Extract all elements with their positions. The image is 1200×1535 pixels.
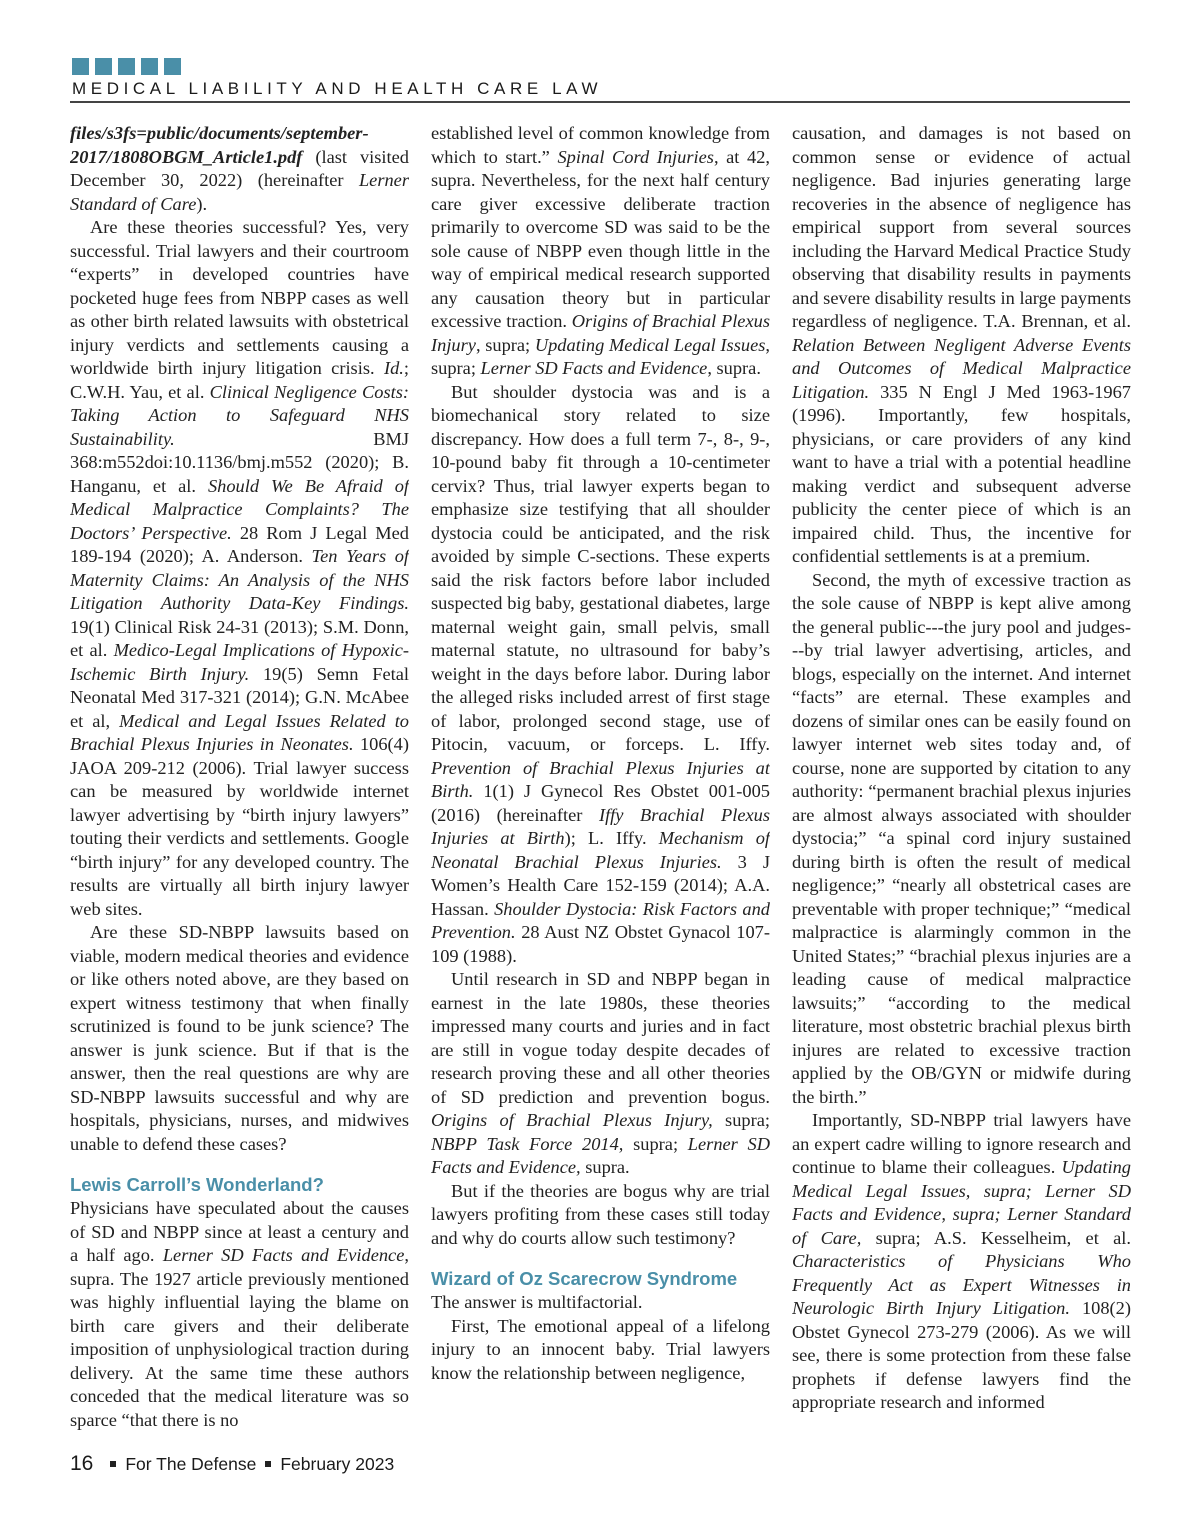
- text-run: supra; A.S. Kesselheim, et al.: [861, 1227, 1131, 1248]
- text-run: ; C.W.H. Yau, et al.: [70, 358, 409, 402]
- citation-title: Lerner Standard of Care: [70, 170, 409, 214]
- paragraph: [70, 122, 409, 216]
- text-run: , supra.: [707, 358, 761, 378]
- publication-name: For The Defense: [125, 1453, 257, 1474]
- header-accent-squares: [72, 58, 181, 75]
- issue-date: February 2023: [280, 1453, 395, 1474]
- citation-url: files/s3fs=public/documents/september-2017/1808OBGM_Article1.pdf: [70, 123, 369, 167]
- citation-title: Medico-Legal Implications of Hypoxic-Ischemic Birth Injury.: [70, 640, 409, 684]
- accent-square: [95, 58, 112, 75]
- header-divider: [70, 101, 1130, 103]
- paragraph: The answer is multifactorial.: [431, 1292, 643, 1312]
- text-run: established level of common knowledge from which to start.”: [431, 123, 770, 167]
- text-run: 3 J Women’s Health Care 152-159 (2014); A.A. Hassan.: [431, 851, 770, 919]
- text-run: 19(5) Semn Fetal Neonatal Med 317-321 (2014); G.N. McAbee et al,: [70, 663, 409, 731]
- citation-title: Id.: [383, 358, 404, 378]
- citation-title: Ten Years of Maternity Claims: An Analysis of the NHS Litigation Authority Data-Key Findings.: [70, 546, 409, 613]
- citation-title: Lerner SD Facts and Evidence,: [431, 1133, 770, 1177]
- paragraph: Second, the myth of excessive traction as the sole cause of NBPP is kept alive among the general public---the jury pool and judges---by trial lawyer advertising, articles, and blogs, especially on the internet. And internet “facts” are eternal. These examples and dozens of similar ones can be easily found on lawyer internet web sites today and, of course, none are supported by citation to any authority: “permanent brachial plexus injuries are almost always associated with shoulder dystocia;” “a spinal cord injury sustained during birth is often the result of medical negligence;” “nearly all obstetrical cases are preventable with proper technique;” “medical malpractice is alarmingly common in the United States;” “brachial plexus injuries are a leading cause of medical malpractice lawsuits;” “according to the medical literature, most obstetric brachial plexus birth injures are related to excessive traction applied by the OB/GYN or midwife during the birth.”: [792, 569, 1131, 1107]
- citation-title: Characteristics of Physicians Who Frequently Act as Expert Witnesses in Neurologic Birth Injury Litigation.: [792, 1251, 1131, 1318]
- article-column-2: [431, 122, 770, 1430]
- article-column-3: [792, 122, 1131, 1430]
- text-run: , supra;: [431, 334, 770, 378]
- accent-square: [72, 58, 89, 75]
- citation-title: NBPP Task Force 2014,: [431, 1133, 624, 1154]
- citation-title: Origins of Brachial Plexus Injury: [431, 311, 770, 355]
- citation-title: Lerner SD Facts and Evidence: [162, 1245, 405, 1265]
- text-run: supra;: [712, 1110, 770, 1130]
- citation-title: Relation Between Negligent Adverse Events and Outcomes of Medical Malpractice Litigation.: [792, 334, 1131, 402]
- text-run: 108(2) Obstet Gynecol 273-279 (2006). As we will see, there is some protection from these false prophets if defense lawyers find the appropriate research and informed: [792, 1298, 1131, 1412]
- section-heading: Lewis Carroll’s Wonderland?: [70, 1174, 324, 1195]
- citation-title: Clinical Negligence Costs: Taking Action to Safeguard NHS Sustainability.: [70, 381, 409, 449]
- text-run: ); L. Iffy.: [564, 828, 659, 848]
- paragraph: First, The emotional appeal of a lifelong injury to an innocent baby. Trial lawyers know the relationship between negligence,: [431, 1315, 770, 1383]
- accent-square: [141, 58, 158, 75]
- paragraph: [70, 216, 409, 921]
- text-run: 19(1) Clinical Risk 24-31 (2013); S.M. Donn, et al.: [70, 616, 409, 660]
- text-run: 335 N Engl J Med 1963-1967 (1996). Importantly, few hospitals, physicians, or care providers of any kind want to have a trial with a potential headline making verdict and subsequent adverse publicity the center piece of which is an impaired child. Thus, the incentive for confidential settlements is at a premium.: [792, 381, 1131, 566]
- citation-title: Updating Medical Legal Issues: [534, 334, 766, 355]
- citation-title: Spinal Cord Injuries: [557, 146, 714, 167]
- citation-title: Iffy Brachial Plexus Injuries at Birth: [431, 804, 770, 848]
- citation-title: Prevention of Brachial Plexus Injuries at Birth.: [431, 757, 770, 801]
- text-run: 1(1) J Gynecol Res Obstet 001-005 (2016) (hereinafter: [431, 781, 770, 825]
- paragraph: [792, 122, 1131, 569]
- accent-square: [164, 58, 181, 75]
- citation-title: Lerner SD Facts and Evidence: [480, 358, 708, 378]
- section-heading: Wizard of Oz Scarecrow Syndrome: [431, 1268, 738, 1289]
- citation-title: Updating Medical Legal Issues, supra; Lerner SD Facts and Evidence, supra; Lerner Standard of Care,: [792, 1157, 1131, 1248]
- page-footer: [70, 1452, 394, 1476]
- bullet-separator-icon: [265, 1461, 271, 1467]
- text-run: Until research in SD and NBPP began in earnest in the late 1980s, these theories impressed many courts and juries and in fact are still in vogue today despite decades of research proving these and all other theories of SD prediction and prevention bogus.: [431, 969, 770, 1107]
- paragraph: [431, 122, 770, 381]
- text-run: supra.: [580, 1157, 630, 1177]
- text-run: ).: [196, 193, 208, 214]
- section-header-title: MEDICAL LIABILITY AND HEALTH CARE LAW: [72, 79, 603, 98]
- paragraph: [431, 968, 770, 1180]
- accent-square: [118, 58, 135, 75]
- citation-title: Shoulder Dystocia: Risk Factors and Prevention.: [431, 898, 770, 942]
- text-run: 28 Aust NZ Obstet Gynacol 107-109 (1988).: [431, 922, 770, 966]
- text-run: Physicians have speculated about the causes of SD and NBPP since at least a century and a half ago.: [70, 1198, 409, 1265]
- paragraph: But if the theories are bogus why are trial lawyers profiting from these cases still today and why do courts allow such testimony?: [431, 1180, 770, 1248]
- text-run: 106(4) JAOA 209-212 (2006). Trial lawyer success can be measured by worldwide internet lawyer advertising by “birth injury lawyers” touting their verdicts and settlements. Google “birth injury” for any developed country. The results are virtually all birth injury lawyer web sites.: [70, 734, 409, 919]
- text-run: Importantly, SD-NBPP trial lawyers have an expert cadre willing to ignore research and continue to blame their colleagues.: [792, 1110, 1131, 1177]
- text-run: (last visited December 30, 2022) (hereinafter: [70, 146, 409, 190]
- text-run: supra;: [623, 1133, 688, 1154]
- bullet-separator-icon: [110, 1461, 116, 1467]
- text-run: , at 42, supra. Nevertheless, for the next half century care giver excessive deliberate traction primarily to overcome SD was said to be the sole cause of NBPP even though little in the way of empirical medical research supported any causation theory but in particular excessive traction.: [431, 146, 770, 331]
- text-run: Are these theories successful? Yes, very successful. Trial lawyers and their courtroom “experts” in developed countries have pocketed huge fees from NBPP cases as well as other birth related lawsuits with obstetrical injury verdicts and settlements causing a worldwide birth injury litigation crisis.: [70, 217, 409, 378]
- text-run: , supra;: [475, 334, 535, 355]
- paragraph: [431, 381, 770, 969]
- citation-title: Origins of Brachial Plexus Injury,: [431, 1110, 713, 1130]
- citation-title: Medical and Legal Issues Related to Brachial Plexus Injuries in Neonates.: [70, 710, 409, 754]
- text-run: , supra. The 1927 article previously mentioned was highly influential laying the blame on birth care givers and their deliberate imposition of unphysiological traction during delivery. At the same time these authors conceded that the medical literature was so sparce “that there is no: [70, 1245, 409, 1430]
- text-run: BMJ 368:m552doi:10.1136/bmj.m552 (2020); B. Hanganu, et al.: [70, 428, 409, 496]
- article-column-1: [70, 122, 409, 1430]
- text-run: 28 Rom J Legal Med 189-194 (2020); A. Anderson.: [70, 522, 409, 566]
- page-number: 16: [70, 1452, 94, 1475]
- paragraph: [792, 1109, 1131, 1415]
- text-run: But shoulder dystocia was and is a biomechanical story related to size discrepancy. How does a full term 7-, 8-, 9-, 10-pound baby fit through a 10-centimeter cervix? Thus, trial lawyer experts began to emphasize size testifying that all shoulder dystocia could be anticipated, and the risk avoided by simple C-sections. These experts said the risk factors before labor included suspected big baby, gestational diabetes, large maternal weight gain, small pelvis, small maternal statute, no ultrasound for baby’s weight in the days before labor. During labor the alleged risks included arrest of first stage of labor, prolonged second stage, use of Pitocin, vacuum, or forceps. L. Iffy.: [431, 381, 770, 754]
- text-run: causation, and damages is not based on common sense or evidence of actual negligence. Bad injuries generating large recoveries in the absence of negligence has empirical support from several sources including the Harvard Medical Practice Study observing that disability results in payments and severe disability results in large payments regardless of negligence. T.A. Brennan, et al.: [792, 123, 1131, 331]
- citation-title: Mechanism of Neonatal Brachial Plexus Injuries.: [431, 828, 770, 872]
- citation-title: Should We Be Afraid of Medical Malpractice Complaints? The Doctors’ Perspective.: [70, 475, 409, 543]
- paragraph: Are these SD-NBPP lawsuits based on viable, modern medical theories and evidence or like others noted above, are they based on expert witness testimony that when finally scrutinized is found to be junk science? The answer is junk science. But if that is the answer, then the real questions are why are SD-NBPP lawsuits successful and why are hospitals, physicians, nurses, and midwives unable to defend these cases?: [70, 922, 409, 1154]
- paragraph: [70, 1197, 409, 1430]
